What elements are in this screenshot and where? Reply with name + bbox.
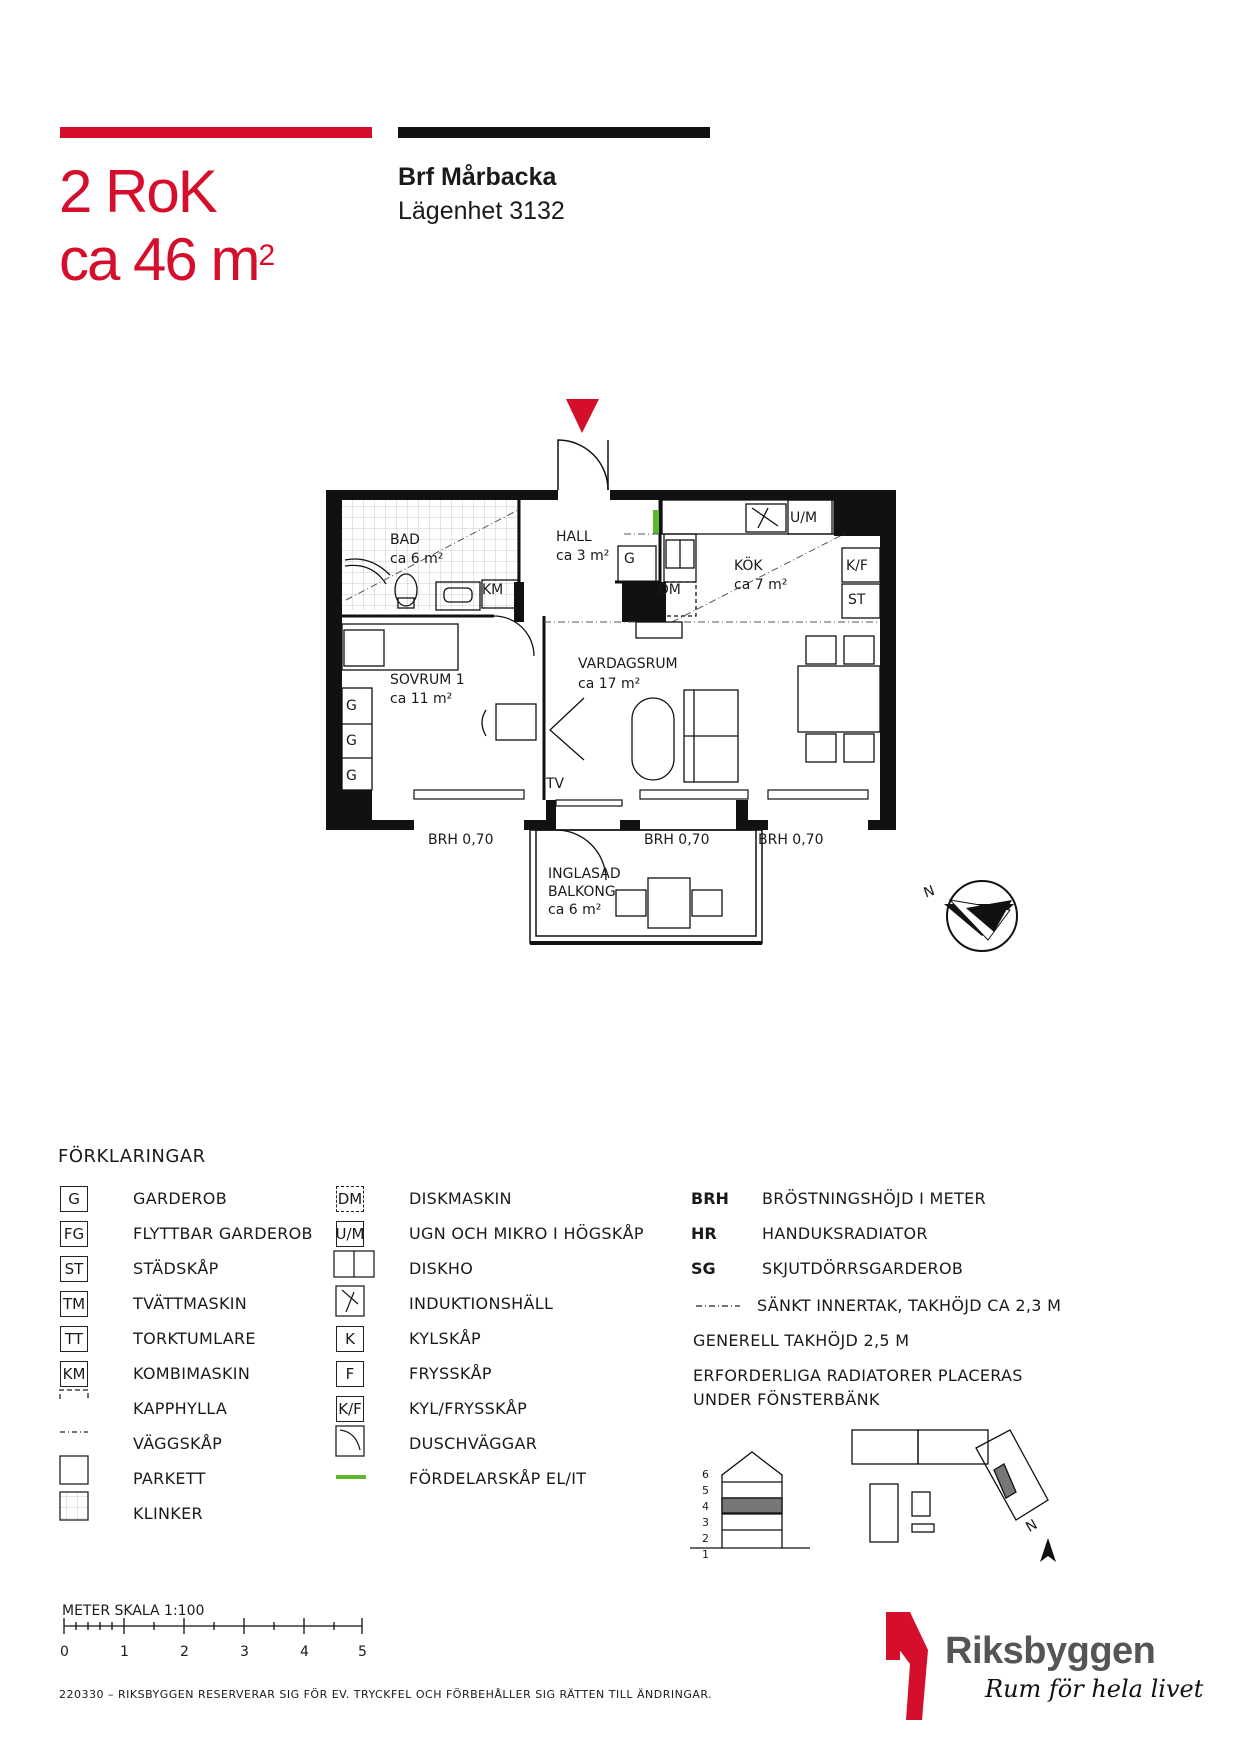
parkett-icon	[60, 1456, 88, 1484]
legend-symbol: G	[60, 1186, 88, 1212]
legend-label: DUSCHVÄGGAR	[409, 1434, 538, 1453]
general-height-note: GENERELL TAKHÖJD 2,5 M	[693, 1331, 910, 1350]
svg-text:N: N	[921, 882, 937, 902]
svg-text:G: G	[346, 733, 357, 749]
legend-label: HANDUKSRADIATOR	[762, 1224, 928, 1243]
compass-icon	[922, 881, 1017, 951]
legend-label: BRÖSTNINGSHÖJD I METER	[762, 1189, 986, 1208]
apartment-area: ca 46 $m^2$	[59, 226, 274, 293]
legend-label: SKJUTDÖRRSGARDEROB	[762, 1259, 964, 1278]
svg-text:BAD: BAD	[390, 532, 420, 548]
legend-symbol: KM	[60, 1361, 88, 1387]
legend-key: HR	[691, 1224, 717, 1243]
legend-label: KAPPHYLLA	[133, 1399, 228, 1418]
legend-label: INDUKTIONSHÄLL	[409, 1294, 554, 1313]
site-plan-icon	[852, 1430, 1048, 1542]
legend-label: DISKHO	[409, 1259, 474, 1278]
svg-text:N: N	[1023, 1516, 1041, 1536]
svg-text:G: G	[346, 768, 357, 784]
svg-text:U/M: U/M	[790, 510, 818, 526]
klinker-icon	[60, 1492, 88, 1520]
brand-tagline: Rum för hela livet	[985, 1675, 1204, 1703]
legend-symbol: K	[336, 1326, 364, 1352]
svg-text:ca 6 m²: ca 6 m²	[390, 551, 444, 567]
legend-label: PARKETT	[133, 1469, 206, 1488]
entrance-door-icon	[558, 440, 608, 490]
legend-symbol: F	[336, 1361, 364, 1387]
radiator-note-line-2: UNDER FÖNSTERBÄNK	[693, 1390, 880, 1409]
room-count: 2 RoK	[59, 158, 216, 225]
svg-text:KÖK: KÖK	[734, 558, 763, 574]
legend-label: TORKTUMLARE	[133, 1329, 256, 1348]
svg-text:BALKONG: BALKONG	[548, 884, 616, 900]
legend-label: FLYTTBAR GARDEROB	[133, 1224, 313, 1243]
desk-icon	[496, 704, 536, 740]
svg-text:G: G	[624, 551, 635, 567]
svg-text:6: 6	[702, 1468, 709, 1481]
svg-text:INGLASAD: INGLASAD	[548, 866, 621, 882]
svg-text:BRH 0,70: BRH 0,70	[644, 832, 710, 848]
riksbyggen-logo-icon	[886, 1612, 928, 1720]
legend-label: KYL/FRYSSKÅP	[409, 1399, 528, 1418]
legend-symbol: FG	[60, 1221, 88, 1247]
svg-text:KM: KM	[482, 582, 504, 598]
svg-text:ST: ST	[848, 592, 866, 608]
radiator-note-line-1: ERFORDERLIGA RADIATORER PLACERAS	[693, 1366, 1023, 1385]
svg-text:5: 5	[358, 1644, 367, 1660]
svg-text:HALL: HALL	[556, 529, 592, 545]
legend-label: DISKMASKIN	[409, 1189, 512, 1208]
site-north-arrow-icon	[1040, 1538, 1056, 1562]
legend-label: KYLSKÅP	[409, 1329, 481, 1348]
legend-label: FRYSSKÅP	[409, 1364, 492, 1383]
svg-text:BRH 0,70: BRH 0,70	[758, 832, 824, 848]
legend-symbol: U/M	[336, 1221, 364, 1247]
legend-key: SG	[691, 1259, 716, 1278]
svg-text:K/F: K/F	[846, 558, 868, 574]
scale-label: METER SKALA 1:100	[62, 1603, 205, 1619]
living-room-furniture	[550, 690, 738, 782]
svg-text:0: 0	[60, 1644, 69, 1660]
svg-text:DM: DM	[658, 582, 681, 598]
brand-name: Riksbyggen	[945, 1630, 1156, 1672]
svg-text:TV: TV	[546, 776, 565, 792]
legend-symbol: K/F	[336, 1396, 364, 1422]
legend-label: KOMBIMASKIN	[133, 1364, 251, 1383]
dining-table-icon	[798, 636, 880, 762]
svg-text:ca 6 m²: ca 6 m²	[548, 902, 602, 918]
svg-text:ca 7 m²: ca 7 m²	[734, 577, 788, 593]
legend-symbol: TT	[60, 1326, 88, 1352]
svg-text:1: 1	[702, 1548, 709, 1561]
tv-angle	[550, 698, 584, 760]
bed-icon	[342, 624, 458, 670]
svg-text:VARDAGSRUM: VARDAGSRUM	[578, 656, 678, 672]
legend-label: STÄDSKÅP	[133, 1259, 219, 1278]
disclaimer: 220330 – RIKSBYGGEN RESERVERAR SIG FÖR EV. TRYCKFEL OCH FÖRBEHÅLLER SIG RÄTTEN TILL ÄNDRINGAR.	[59, 1688, 713, 1701]
legend-label: UGN OCH MIKRO I HÖGSKÅP	[409, 1224, 644, 1243]
legend-title: FÖRKLARINGAR	[58, 1146, 206, 1167]
svg-text:5: 5	[702, 1484, 709, 1497]
svg-text:3: 3	[240, 1644, 249, 1660]
scale-bar	[64, 1618, 362, 1634]
svg-text:G: G	[346, 698, 357, 714]
svg-text:4: 4	[702, 1500, 709, 1513]
legend-label: VÄGGSKÅP	[133, 1434, 223, 1453]
coffee-table-icon	[632, 698, 674, 780]
legend-symbol: DM	[336, 1186, 364, 1212]
svg-text:BRH 0,70: BRH 0,70	[428, 832, 494, 848]
svg-text:2: 2	[180, 1644, 189, 1660]
legend-symbol: TM	[60, 1291, 88, 1317]
svg-text:ca 3 m²: ca 3 m²	[556, 548, 610, 564]
lowered-ceiling-note: SÄNKT INNERTAK, TAKHÖJD CA 2,3 M	[757, 1296, 1062, 1315]
svg-text:3: 3	[702, 1516, 709, 1529]
svg-text:ca 11 m²: ca 11 m²	[390, 691, 453, 707]
legend-symbol: ST	[60, 1256, 88, 1282]
svg-text:2: 2	[702, 1532, 709, 1545]
legend-label: FÖRDELARSKÅP EL/IT	[409, 1469, 587, 1488]
svg-text:SOVRUM 1: SOVRUM 1	[390, 672, 465, 688]
association-name: Brf Mårbacka	[398, 163, 557, 191]
svg-text:1: 1	[120, 1644, 129, 1660]
balcony-table-icon	[616, 878, 722, 928]
legend-label: GARDEROB	[133, 1189, 227, 1208]
kapphylla-icon	[60, 1390, 88, 1399]
bedroom-furniture	[342, 624, 536, 790]
legend-key: BRH	[691, 1189, 729, 1208]
windows	[414, 790, 868, 806]
svg-text:ca 17 m²: ca 17 m²	[578, 676, 641, 692]
svg-text:4: 4	[300, 1644, 309, 1660]
entrance-arrow-icon	[566, 399, 599, 433]
legend-label: KLINKER	[133, 1504, 203, 1523]
apartment-number: Lägenhet 3132	[398, 197, 565, 225]
electrical-cabinet-icon	[653, 510, 659, 534]
legend-label: TVÄTTMASKIN	[133, 1294, 248, 1313]
